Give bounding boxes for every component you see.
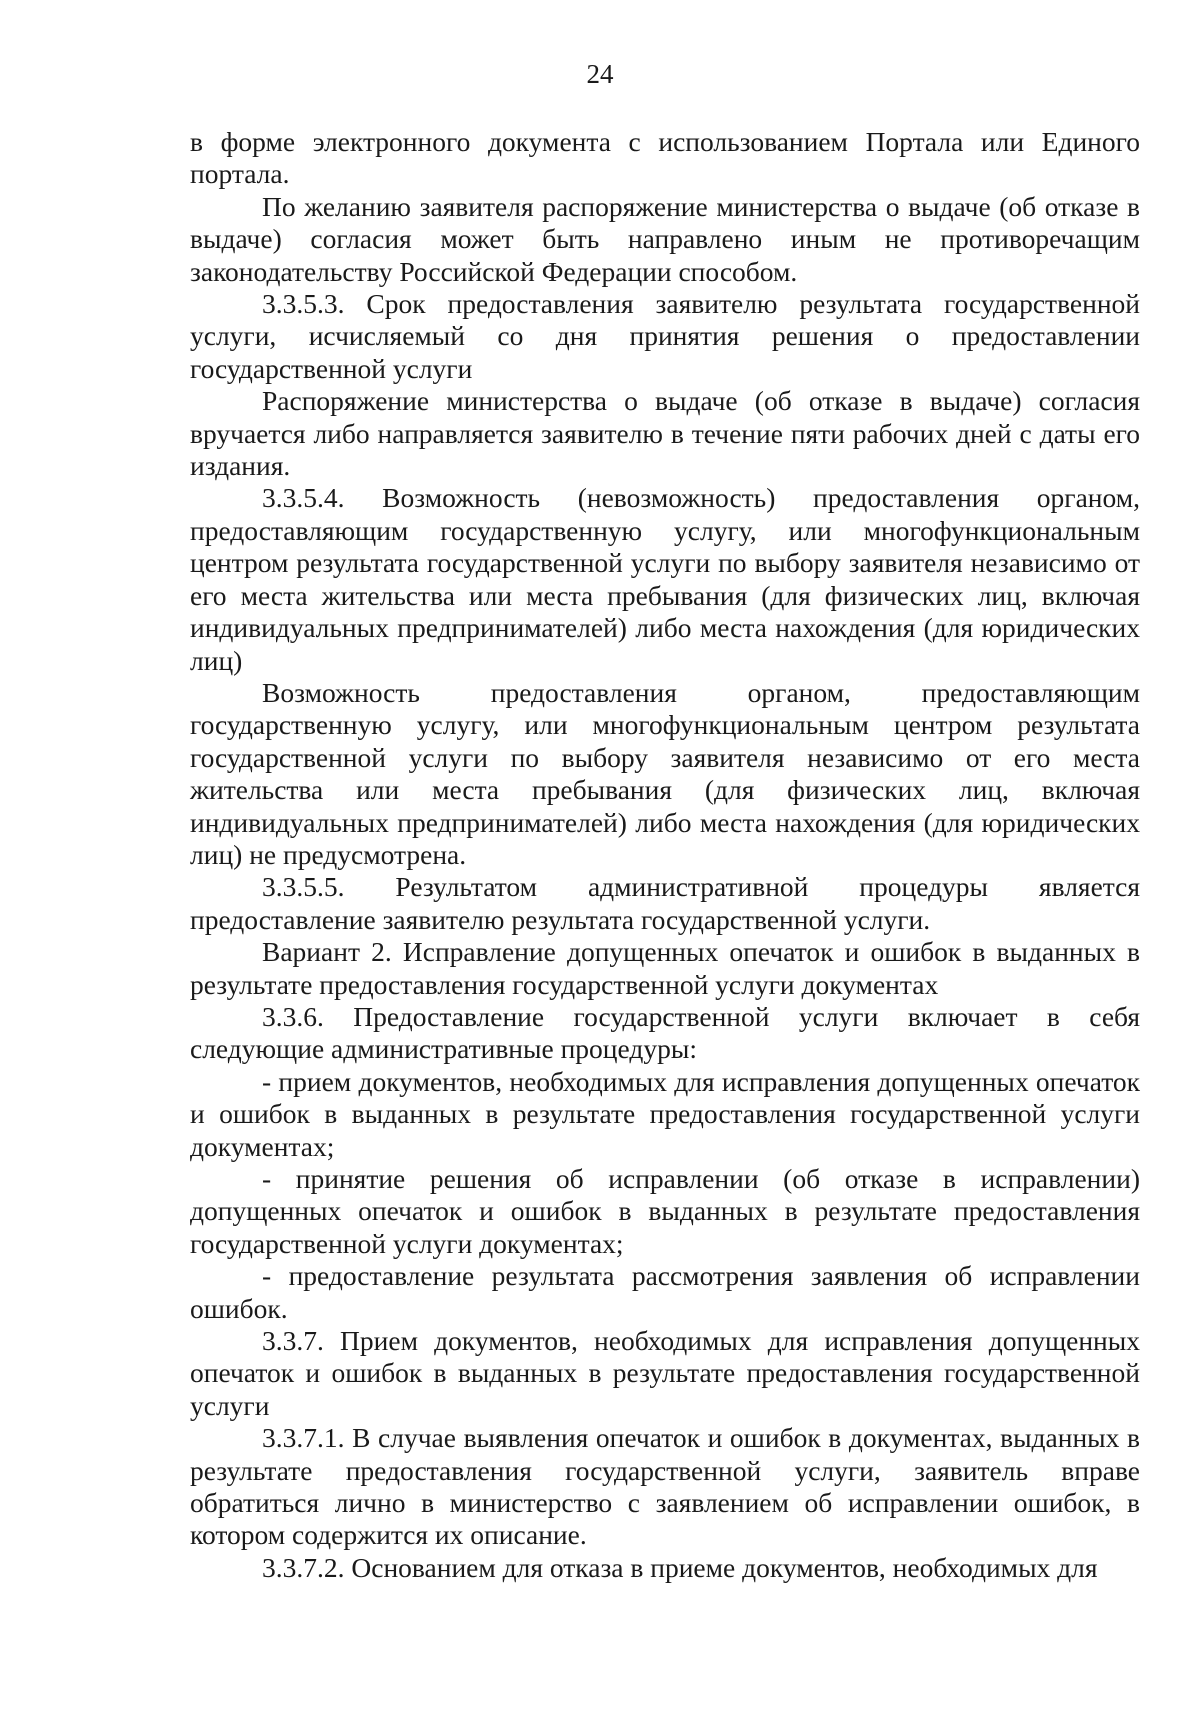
paragraph-section-3-3-7-1: 3.3.7.1. В случае выявления опечаток и ошибок в документах, выданных в результате предоставления государственной услуги, заявитель вправе обратиться лично в министерство с заявлением об исправлении ошибок, в котором содержится их описание. bbox=[190, 1422, 1140, 1551]
list-item: - предоставление результата рассмотрения заявления об исправлении ошибок. bbox=[190, 1260, 1140, 1324]
paragraph: Возможность предоставления органом, предоставляющим государственную услугу, или многофункциональным центром результата государственной услуги по выбору заявителя независимо от его места жительства или места пребывания (для физических лиц, включая индивидуальных предпринимателей) либо места нахождения (для юридических лиц) не предусмотрена. bbox=[190, 676, 1140, 870]
paragraph-continuation: в форме электронного документа с использованием Портала или Единого портала. bbox=[190, 126, 1140, 190]
paragraph-section-3-3-7: 3.3.7. Прием документов, необходимых для исправления допущенных опечаток и ошибок в выданных в результате предоставления государственной услуги bbox=[190, 1325, 1140, 1421]
paragraph-section-3-3-7-2: 3.3.7.2. Основанием для отказа в приеме документов, необходимых для bbox=[262, 1551, 1098, 1583]
paragraph-section-3-3-6: 3.3.6. Предоставление государственной услуги включает в себя следующие административные процедуры: bbox=[190, 1000, 1140, 1065]
paragraph-variant-2: Вариант 2. Исправление допущенных опечаток и ошибок в выданных в результате предоставления государственной услуги документах bbox=[190, 936, 1140, 1000]
paragraph-section-3-3-5-5: 3.3.5.5. Результатом административной процедуры является предоставление заявителю результата государственной услуги. bbox=[190, 871, 1140, 935]
list-item: - принятие решения об исправлении (об отказе в исправлении) допущенных опечаток и ошибок в выданных в результате предоставления государственной услуги документах; bbox=[190, 1163, 1140, 1259]
paragraph: По желанию заявителя распоряжение министерства о выдаче (об отказе в выдаче) согласия может быть направлено иным не противоречащим законодательству Российской Федерации способом. bbox=[190, 190, 1140, 287]
page-number: 24 bbox=[586, 59, 614, 89]
paragraph-section-3-3-5-4: 3.3.5.4. Возможность (невозможность) предоставления органом, предоставляющим государственную услугу, или многофункциональным центром результата государственной услуги по выбору заявителя независимо от его места жительства или места пребывания (для физических лиц, включая индивидуальных предпринимателей) либо места нахождения (для юридических лиц) bbox=[190, 482, 1140, 676]
document-body bbox=[190, 126, 1140, 1584]
paragraph-section-3-3-5-3: 3.3.5.3. Срок предоставления заявителю результата государственной услуги, исчисляемый со дня принятия решения о предоставлении государственной услуги bbox=[190, 288, 1140, 384]
paragraph: Распоряжение министерства о выдаче (об отказе в выдаче) согласия вручается либо направляется заявителю в течение пяти рабочих дней с даты его издания. bbox=[190, 385, 1140, 482]
list-item: - прием документов, необходимых для исправления допущенных опечаток и ошибок в выданных в результате предоставления государственной услуги документах; bbox=[190, 1065, 1140, 1162]
